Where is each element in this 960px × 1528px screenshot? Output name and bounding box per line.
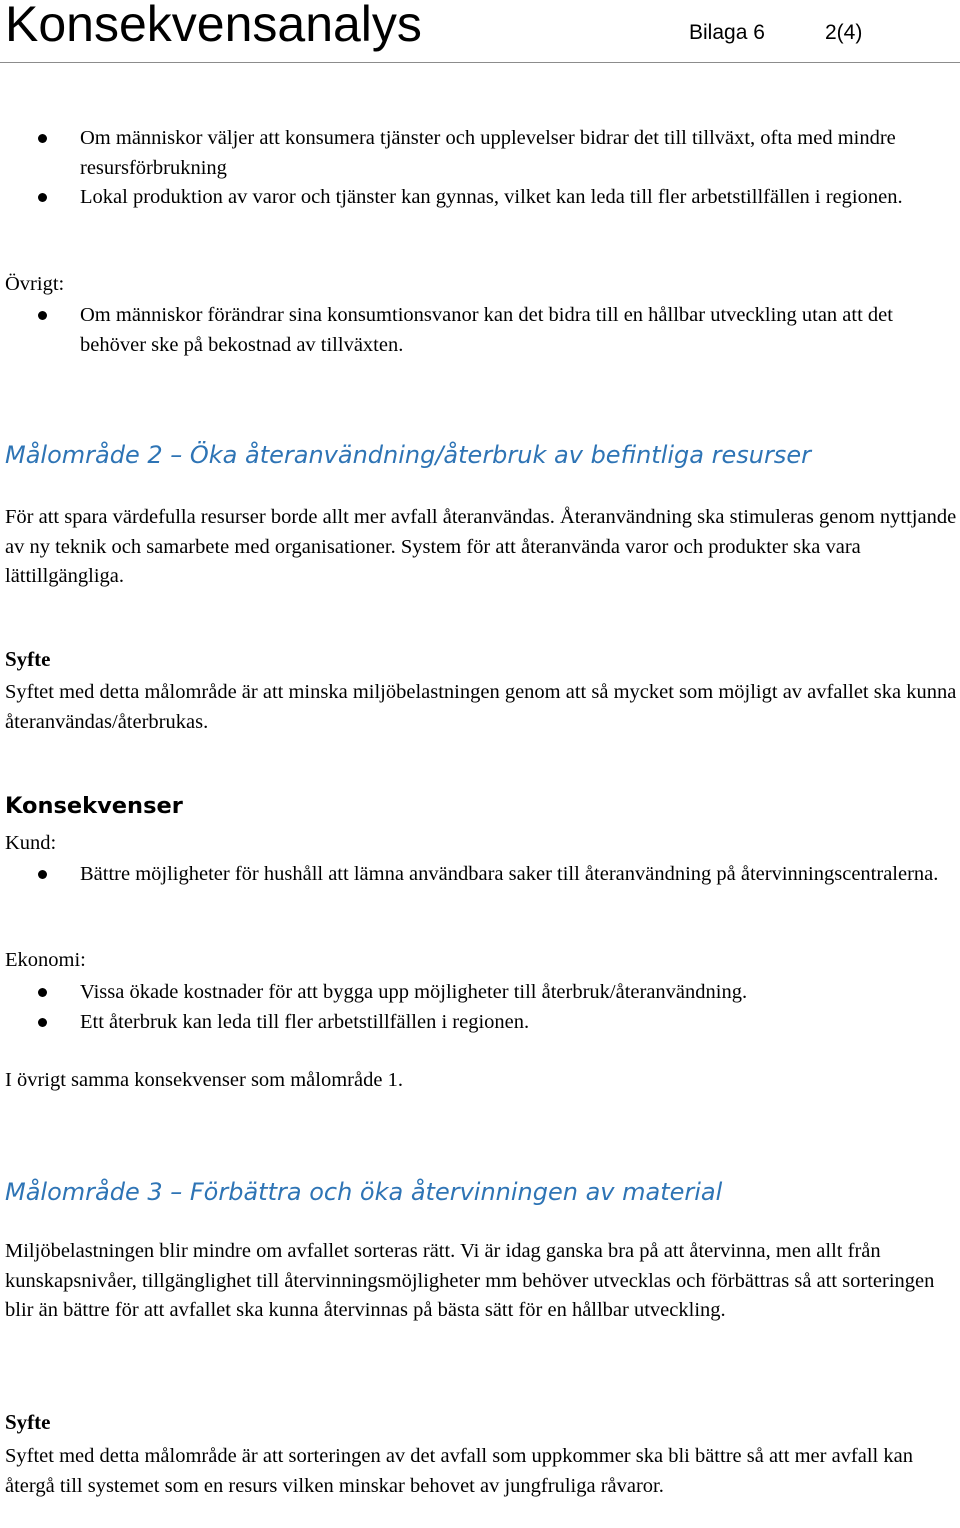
goal-3-heading: Målområde 3 – Förbättra och öka återvinningen av material — [5, 1178, 723, 1206]
goal-3-intro: Miljöbelastningen blir mindre om avfallet sorteras rätt. Vi är idag ganska bra på att återvinna, men allt från kunskapsnivåer, tillgänglighet till återvinningsmöjligheter mm behöver utvecklas och förbättras så att sorteringen blir än bättre för att avfallet ska kunna återvinnas på bästa sätt för en hållbar utveckling. — [5, 1240, 935, 1321]
list-item — [0, 1008, 960, 1038]
goal-2-purpose-label: Syfte — [5, 647, 51, 671]
list-item — [0, 124, 960, 183]
list-item-text: Lokal produktion av varor och tjänster kan gynnas, vilket kan leda till fler arbetstillfällen i regionen. — [80, 186, 903, 208]
list-item-text: Bättre möjligheter för hushåll att lämna användbara saker till återanvändning på återvinningscentralerna. — [80, 863, 939, 885]
customer-bullet-list — [0, 860, 960, 890]
goal-3-purpose-text: Syftet med detta målområde är att sorteringen av det avfall som uppkommer ska bli bättre så att mer avfall kan återgå till systemet som en resurs vilken minskar behovet av jungfruliga råvaror. — [5, 1445, 913, 1497]
goal-2-intro: För att spara värdefulla resurser borde allt mer avfall återanvändas. Återanvändning ska stimuleras genom nyttjande av ny teknik och samarbete med organisationer. System för att återanvända varor och produkter ska vara lättillgängliga. — [5, 506, 957, 587]
bullet-icon — [38, 193, 47, 202]
list-item — [0, 860, 960, 890]
economy-bullet-list — [0, 978, 960, 1037]
bullet-icon — [38, 134, 47, 143]
goal-2-other-text: I övrigt samma konsekvenser som målområde 1. — [5, 1069, 403, 1091]
document-title: Konsekvensanalys — [5, 0, 422, 52]
bullet-icon — [38, 311, 47, 320]
goal-2-heading: Målområde 2 – Öka återanvändning/återbruk av befintliga resurser — [5, 441, 811, 469]
goal-2-purpose-text: Syftet med detta målområde är att minska miljöbelastningen genom att så mycket som möjligt av avfallet ska kunna återanvändas/återbrukas. — [5, 681, 957, 733]
top-bullet-list — [0, 124, 960, 213]
other-label: Övrigt: — [5, 273, 65, 295]
consequences-heading: Konsekvenser — [5, 793, 183, 819]
bullet-icon — [38, 1018, 47, 1027]
bullet-icon — [38, 988, 47, 997]
list-item-text: Om människor väljer att konsumera tjänster och upplevelser bidrar det till tillväxt, ofta med mindre resursförbrukning — [80, 127, 896, 179]
list-item — [0, 301, 960, 360]
list-item-text: Ett återbruk kan leda till fler arbetstillfällen i regionen. — [80, 1010, 530, 1033]
page-header — [0, 0, 960, 63]
list-item — [0, 978, 960, 1008]
page-number: 2(4) — [825, 21, 863, 44]
list-item-text: Om människor förändrar sina konsumtionsvanor kan det bidra till en hållbar utveckling utan att det behöver ske på bekostnad av tillväxten. — [80, 304, 893, 356]
economy-label: Ekonomi: — [5, 949, 86, 971]
bullet-icon — [38, 870, 47, 879]
goal-3-purpose-label: Syfte — [5, 1410, 51, 1434]
other-bullet-list — [0, 301, 960, 360]
customer-label: Kund: — [5, 832, 57, 854]
appendix-label: Bilaga 6 — [689, 21, 765, 44]
list-item-text: Vissa ökade kostnader för att bygga upp möjligheter till återbruk/återanvändning. — [80, 981, 748, 1003]
list-item — [0, 183, 960, 213]
